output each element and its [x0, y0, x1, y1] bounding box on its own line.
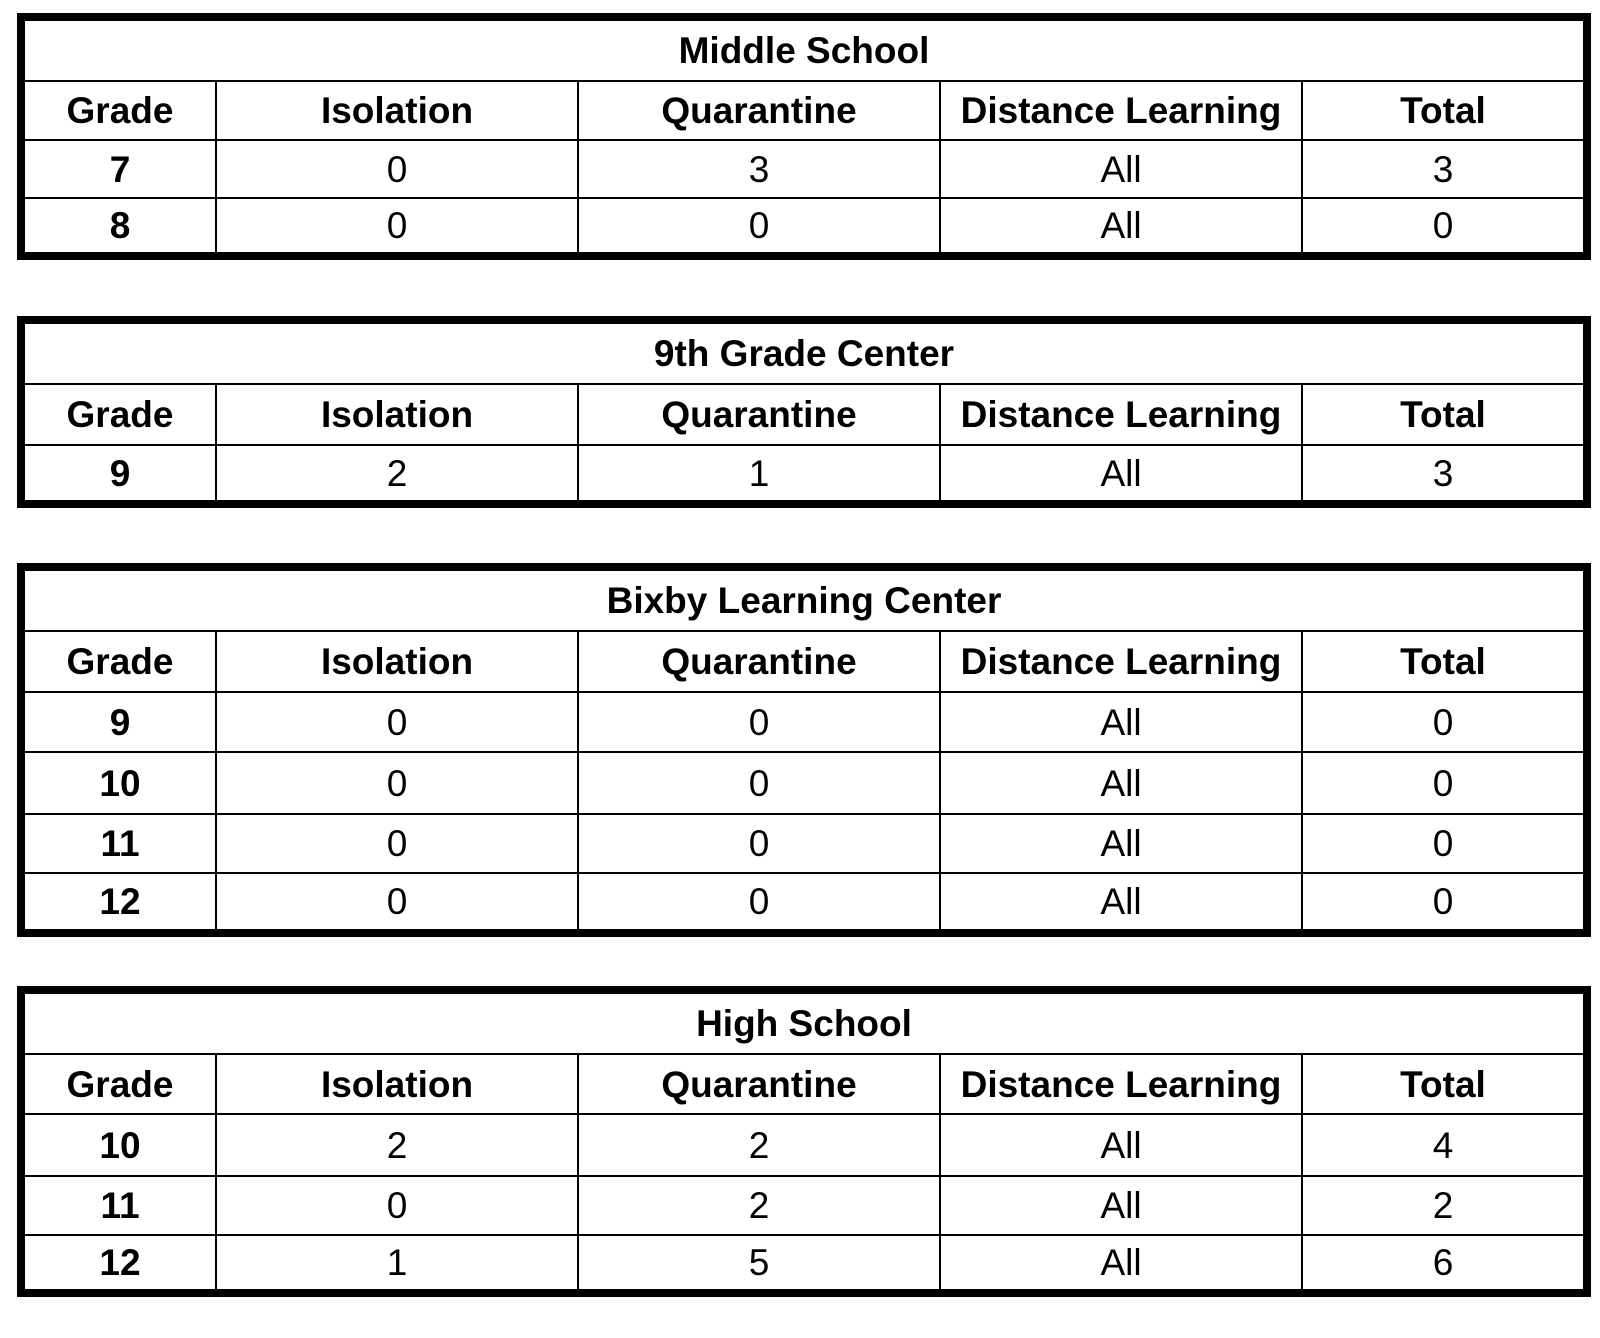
quarantine-cell: 0: [578, 198, 940, 256]
isolation-cell: 0: [216, 752, 578, 814]
column-header-distance-learning: Distance Learning: [940, 384, 1302, 445]
total-cell: 3: [1302, 140, 1587, 198]
quarantine-cell: 0: [578, 692, 940, 752]
distance-learning-cell: All: [940, 1114, 1302, 1176]
total-cell: 0: [1302, 873, 1587, 933]
high-school-table: [17, 986, 1591, 1297]
quarantine-cell: 2: [578, 1176, 940, 1235]
column-header-total: Total: [1302, 631, 1587, 692]
column-header-total: Total: [1302, 81, 1587, 140]
distance-learning-cell: All: [940, 873, 1302, 933]
quarantine-cell: 3: [578, 140, 940, 198]
total-cell: 0: [1302, 814, 1587, 873]
total-cell: 0: [1302, 198, 1587, 256]
table-row: [21, 1235, 1587, 1293]
column-header-isolation: Isolation: [216, 1054, 578, 1114]
column-header-grade: Grade: [21, 631, 216, 692]
total-cell: 0: [1302, 692, 1587, 752]
grade-cell: 11: [21, 814, 216, 873]
isolation-cell: 0: [216, 692, 578, 752]
table-row: [21, 1176, 1587, 1235]
table-row: [21, 814, 1587, 873]
grade-cell: 8: [21, 198, 216, 256]
table-row: [21, 873, 1587, 933]
grade-cell: 11: [21, 1176, 216, 1235]
column-header-isolation: Isolation: [216, 384, 578, 445]
column-header-grade: Grade: [21, 1054, 216, 1114]
column-header-distance-learning: Distance Learning: [940, 81, 1302, 140]
isolation-cell: 1: [216, 1235, 578, 1293]
total-cell: 6: [1302, 1235, 1587, 1293]
isolation-cell: 0: [216, 814, 578, 873]
column-header-isolation: Isolation: [216, 631, 578, 692]
isolation-cell: 2: [216, 445, 578, 504]
column-header-total: Total: [1302, 1054, 1587, 1114]
grade-cell: 10: [21, 752, 216, 814]
column-header-total: Total: [1302, 384, 1587, 445]
table-row: [21, 752, 1587, 814]
total-cell: 0: [1302, 752, 1587, 814]
table-row: [21, 1114, 1587, 1176]
quarantine-cell: 0: [578, 752, 940, 814]
table-title: High School: [21, 990, 1587, 1054]
grade-cell: 9: [21, 692, 216, 752]
distance-learning-cell: All: [940, 198, 1302, 256]
table-title: 9th Grade Center: [21, 320, 1587, 384]
distance-learning-cell: All: [940, 1176, 1302, 1235]
distance-learning-cell: All: [940, 692, 1302, 752]
column-header-quarantine: Quarantine: [578, 631, 940, 692]
grade-cell: 12: [21, 1235, 216, 1293]
isolation-cell: 2: [216, 1114, 578, 1176]
grade-cell: 12: [21, 873, 216, 933]
table-title: Middle School: [21, 17, 1587, 81]
quarantine-cell: 1: [578, 445, 940, 504]
table-title: Bixby Learning Center: [21, 567, 1587, 631]
distance-learning-cell: All: [940, 752, 1302, 814]
isolation-cell: 0: [216, 1176, 578, 1235]
table-row: [21, 198, 1587, 256]
column-header-distance-learning: Distance Learning: [940, 631, 1302, 692]
isolation-cell: 0: [216, 873, 578, 933]
column-header-quarantine: Quarantine: [578, 384, 940, 445]
column-header-quarantine: Quarantine: [578, 81, 940, 140]
grade-cell: 7: [21, 140, 216, 198]
isolation-cell: 0: [216, 140, 578, 198]
total-cell: 3: [1302, 445, 1587, 504]
bixby-learning-center-table: [17, 563, 1591, 937]
table-row: [21, 140, 1587, 198]
column-header-grade: Grade: [21, 384, 216, 445]
quarantine-cell: 0: [578, 873, 940, 933]
total-cell: 2: [1302, 1176, 1587, 1235]
total-cell: 4: [1302, 1114, 1587, 1176]
column-header-grade: Grade: [21, 81, 216, 140]
distance-learning-cell: All: [940, 140, 1302, 198]
table-row: [21, 692, 1587, 752]
ninth-grade-center-table: [17, 316, 1591, 508]
table-row: [21, 445, 1587, 504]
quarantine-cell: 5: [578, 1235, 940, 1293]
distance-learning-cell: All: [940, 1235, 1302, 1293]
grade-cell: 10: [21, 1114, 216, 1176]
isolation-cell: 0: [216, 198, 578, 256]
grade-cell: 9: [21, 445, 216, 504]
distance-learning-cell: All: [940, 814, 1302, 873]
distance-learning-cell: All: [940, 445, 1302, 504]
column-header-distance-learning: Distance Learning: [940, 1054, 1302, 1114]
middle-school-table: [17, 13, 1591, 260]
column-header-isolation: Isolation: [216, 81, 578, 140]
quarantine-cell: 2: [578, 1114, 940, 1176]
quarantine-cell: 0: [578, 814, 940, 873]
column-header-quarantine: Quarantine: [578, 1054, 940, 1114]
